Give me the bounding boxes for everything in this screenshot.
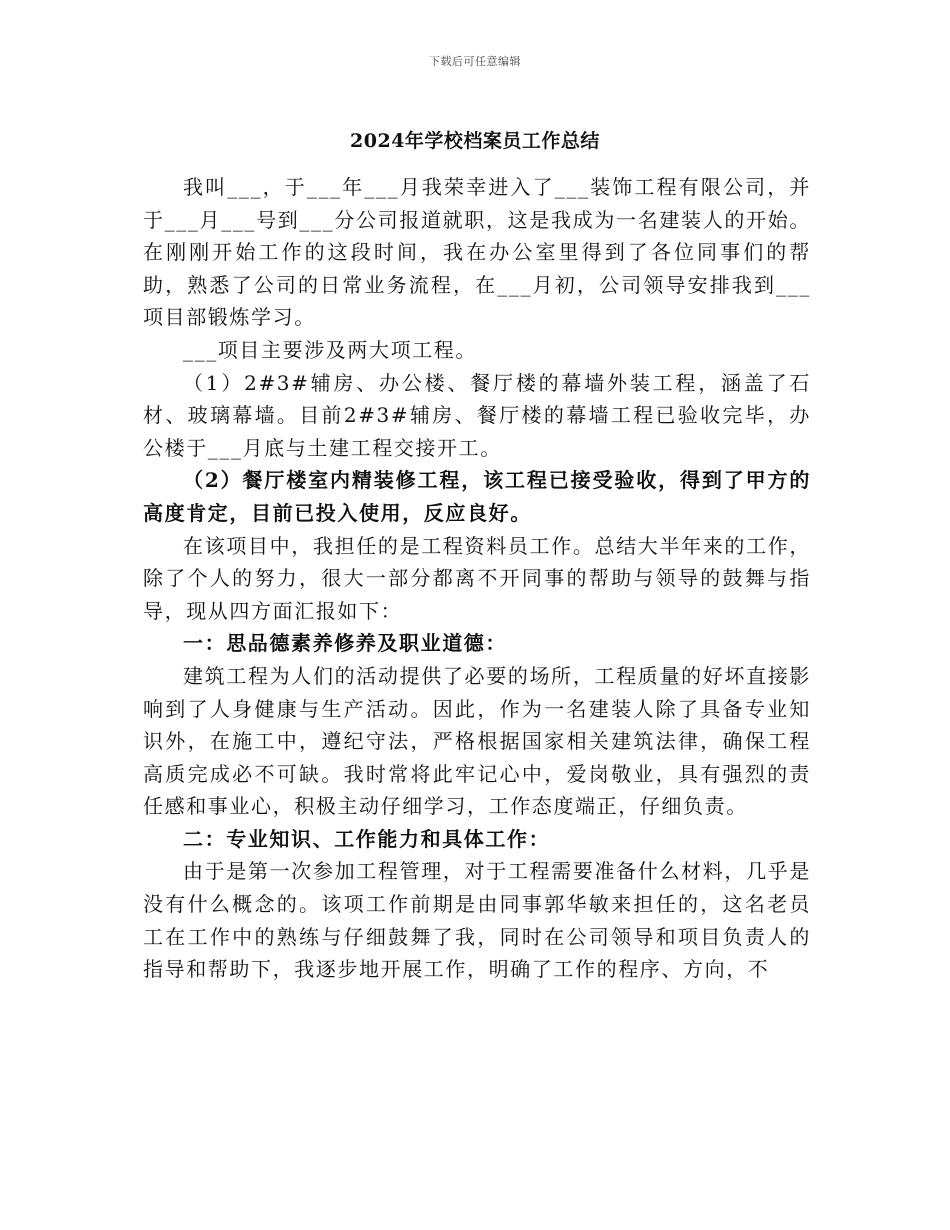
paragraph: 在该项目中，我担任的是工程资料员工作。总结大半年来的工作，除了个人的努力，很大一部分都离不开同事的帮助与领导的鼓舞与指导，现从四方面汇报如下：: [143, 533, 811, 623]
paragraph: ___项目主要涉及两大项工程。: [183, 337, 477, 362]
paragraph-bold: （2）餐厅楼室内精装修工程，该工程已接受验收，得到了甲方的高度肯定，目前已投入使用，反应良好。: [143, 468, 811, 525]
paragraph: （1）2#3#辅房、办公楼、餐厅楼的幕墙外装工程，涵盖了石材、玻璃幕墙。目前2#3#辅房、餐厅楼的幕墙工程已验收完毕，办公楼于___月底与土建工程交接开工。: [143, 370, 811, 460]
section-heading: 二：专业知识、工作能力和具体工作：: [183, 826, 551, 851]
paragraph: 由于是第一次参加工程管理，对于工程需要准备什么材料，几乎是没有什么概念的。该项工作前期是由同事郭华敏来担任的，这名老员工在工作中的熟练与仔细鼓舞了我，同时在公司领导和项目负责人的指导和帮助下，我逐步地开展工作，明确了工作的程序、方向，不: [143, 859, 811, 982]
document-title: 2024年学校档案员工作总结: [350, 130, 600, 152]
paragraph: 我叫___，于___年___月我荣幸进入了___装饰工程有限公司，并于___月___号到___分公司报道就职，这是我成为一名建装人的开始。在刚刚开始工作的这段时间，我在办公室里得到了各位同事们的帮助，熟悉了公司的日常业务流程，在___月初，公司领导安排我到___项目部锻炼学习。: [143, 175, 811, 330]
document-body: [143, 171, 811, 986]
header-note: 下载后可任意编辑: [429, 55, 521, 68]
paragraph: 建筑工程为人们的活动提供了必要的场所，工程质量的好坏直接影响到了人身健康与生产活动。因此，作为一名建装人除了具备专业知识外，在施工中，遵纪守法，严格根据国家相关建筑法律，确保工程高质完成必不可缺。我时常将此牢记心中，爱岗敬业，具有强烈的责任感和事业心，积极主动仔细学习，工作态度端正，仔细负责。: [143, 663, 811, 819]
section-heading: 一：思品德素养修养及职业道德：: [183, 631, 507, 656]
